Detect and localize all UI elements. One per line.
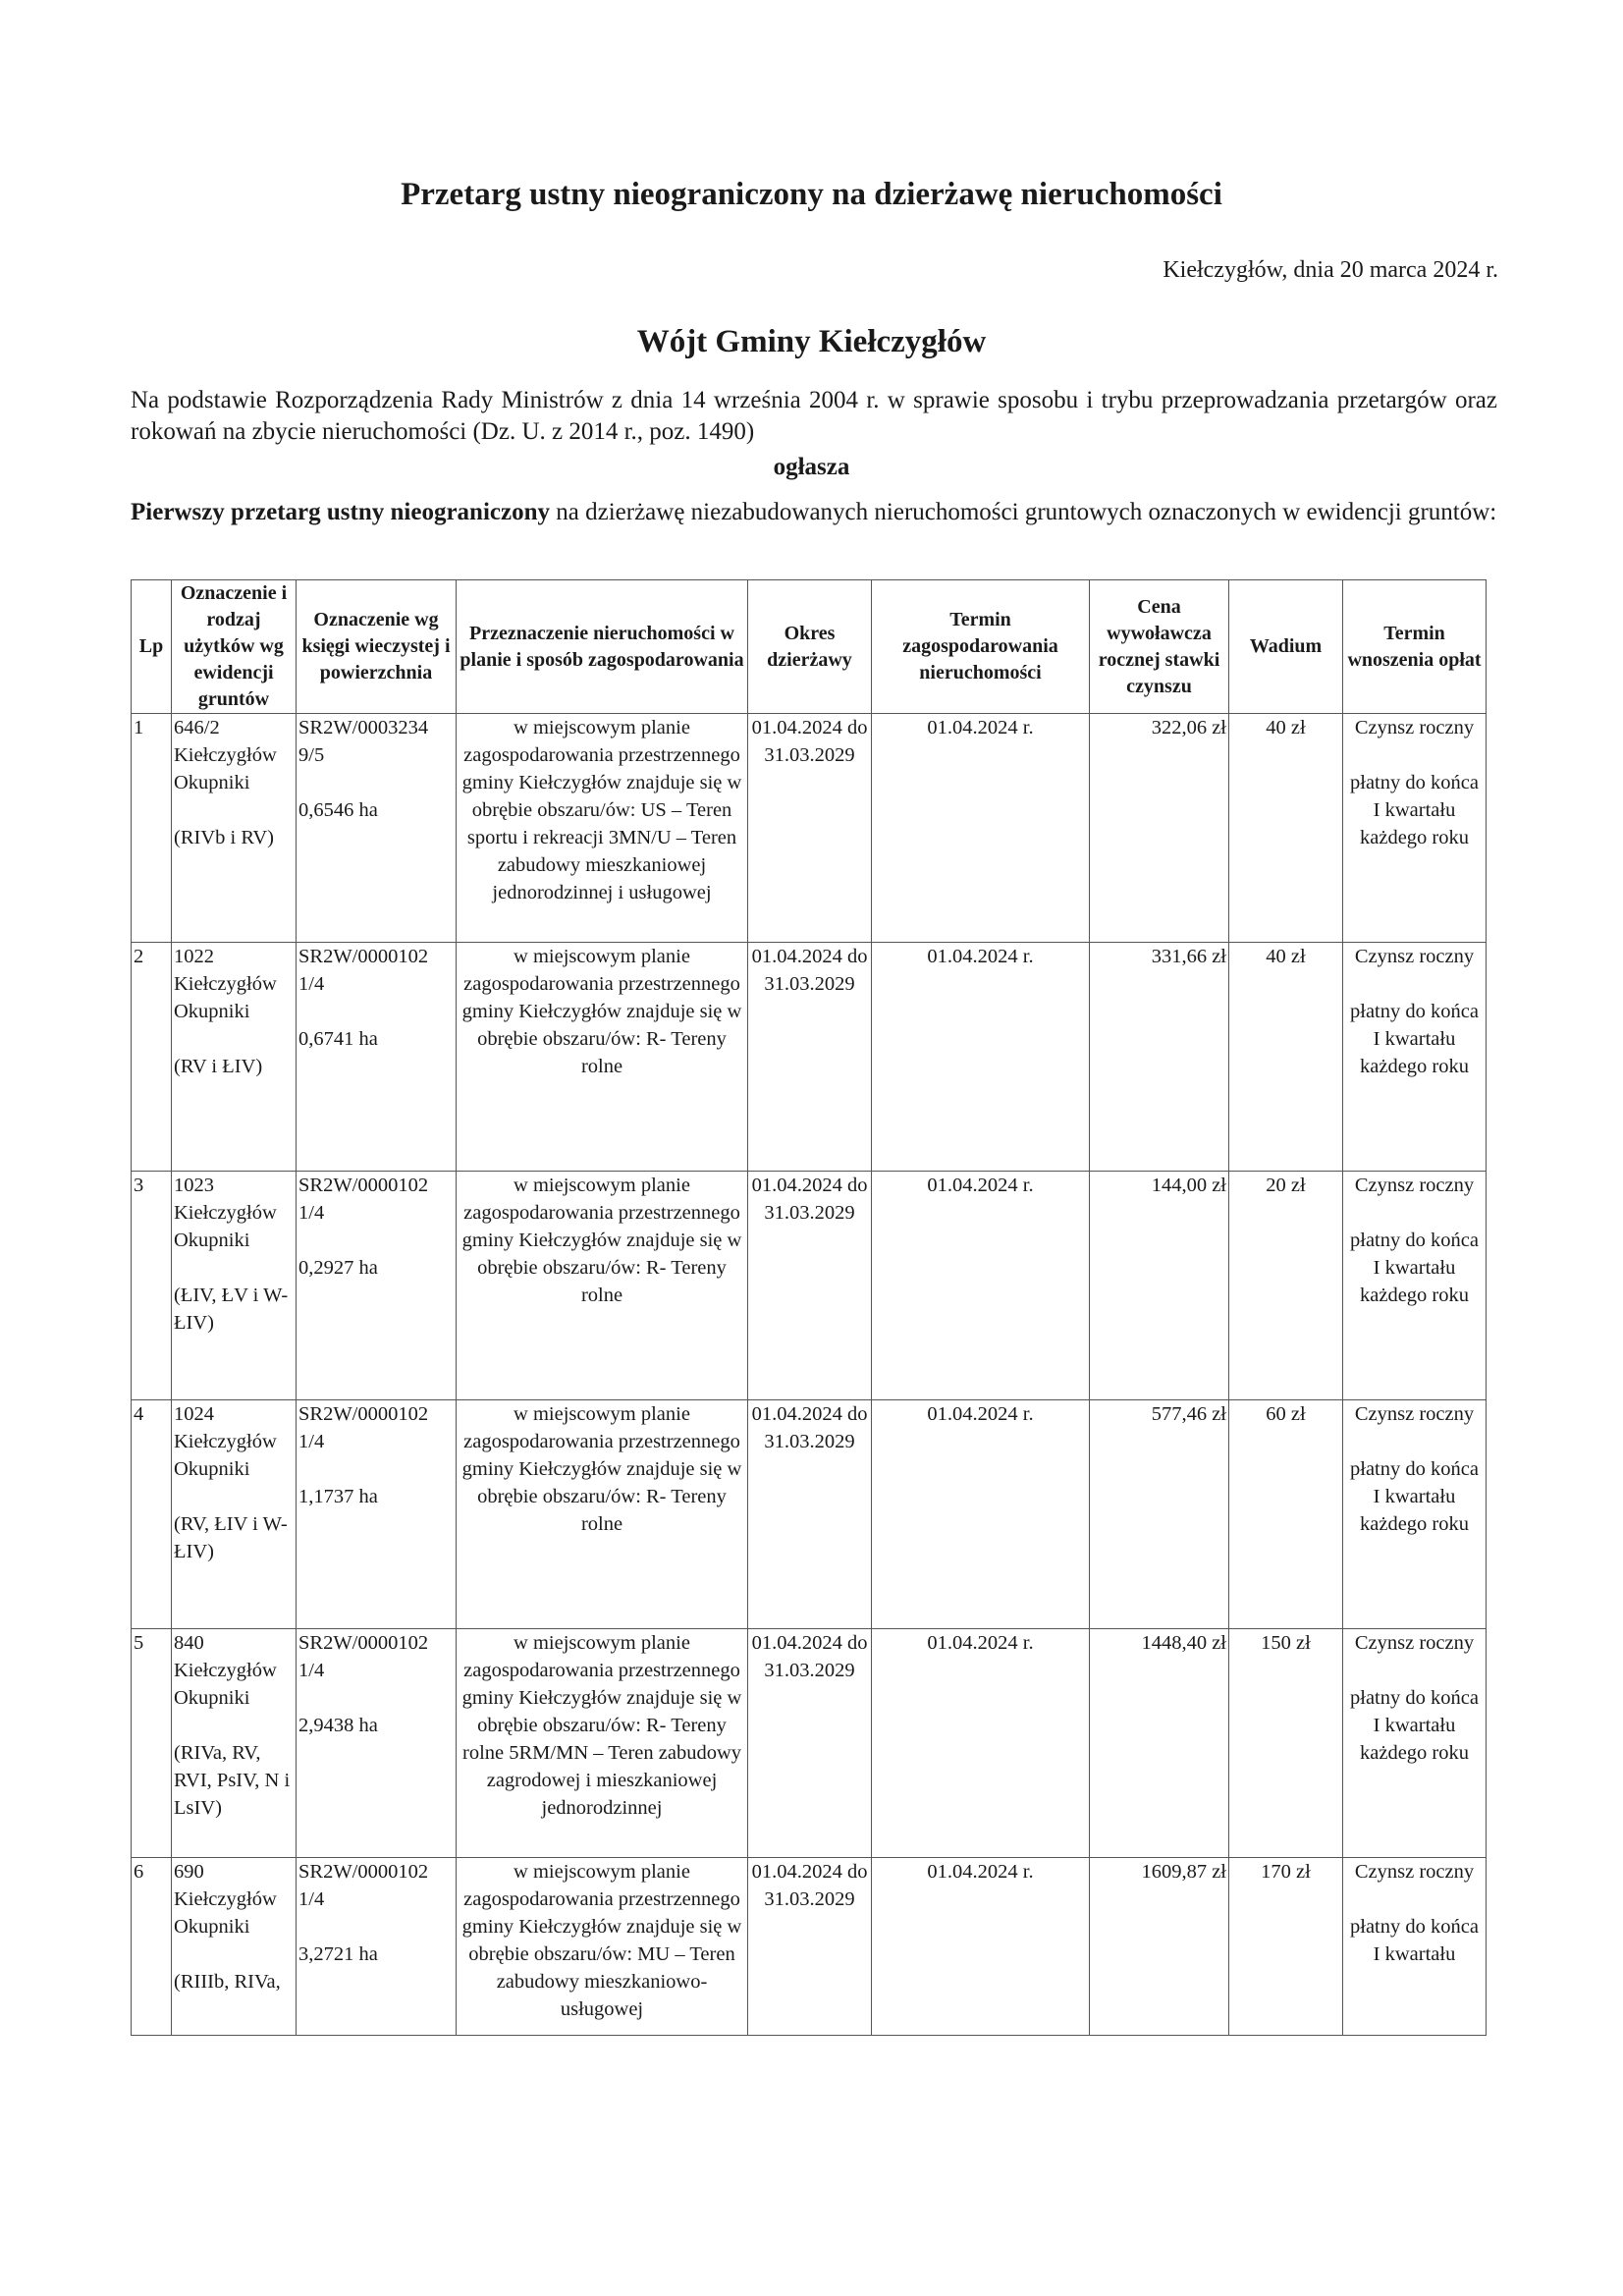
cell-lp: 5	[132, 1629, 172, 1858]
land-use-classes: (RIVa, RV, RVI, PsIV, N i LsIV)	[174, 1742, 291, 1819]
parcel-number: 1022	[174, 946, 214, 967]
parcel-place: Kiełczygłów Okupniki	[174, 1431, 277, 1480]
kw-number: SR2W/0000102 1/4	[298, 946, 429, 995]
parcel-place: Kiełczygłów Okupniki	[174, 1660, 277, 1709]
cell-period: 01.04.2024 do 31.03.2029	[748, 1858, 872, 2036]
cell-deposit: 20 zł	[1229, 1172, 1343, 1400]
parcel-number: 1023	[174, 1175, 214, 1196]
cell-land-register	[297, 1400, 457, 1629]
kw-number: SR2W/0000102 1/4	[298, 1632, 429, 1681]
parcel-area: 0,6741 ha	[298, 1028, 378, 1050]
cell-purpose: w miejscowym planie zagospodarowania przestrzennego gminy Kiełczygłów znajduje się w obrębie obszaru/ów: R- Tereny rolne	[457, 943, 748, 1172]
cell-price: 322,06 zł	[1090, 714, 1229, 943]
parcel-place: Kiełczygłów Okupniki	[174, 1888, 277, 1938]
cell-purpose: w miejscowym planie zagospodarowania przestrzennego gminy Kiełczygłów znajduje się w obrębie obszaru/ów: R- Tereny rolne	[457, 1172, 748, 1400]
cell-payment-terms	[1343, 1172, 1487, 1400]
payment-deadline: płatny do końca I kwartału każdego roku	[1350, 772, 1479, 848]
parcel-number: 1024	[174, 1403, 214, 1425]
issuing-authority: Wójt Gminy Kiełczygłów	[636, 324, 987, 359]
table-row	[132, 1858, 1487, 2036]
payment-deadline: płatny do końca I kwartału każdego roku	[1350, 1687, 1479, 1764]
cell-lp: 1	[132, 714, 172, 943]
land-use-classes: (RV, ŁIV i W-ŁIV)	[174, 1513, 288, 1562]
table-row	[132, 714, 1487, 943]
cell-purpose: w miejscowym planie zagospodarowania przestrzennego gminy Kiełczygłów znajduje się w obrębie obszaru/ów: US – Teren sportu i rekreacji 3MN/U – Teren zabudowy mieszkaniowej jednorodzinnej i usługowej	[457, 714, 748, 943]
land-use-classes: (RIIIb, RIVa,	[174, 1971, 281, 1993]
parcel-area: 1,1737 ha	[298, 1486, 378, 1507]
payment-type: Czynsz roczny	[1354, 1861, 1475, 1883]
table-header-row	[132, 580, 1487, 714]
cell-lp: 2	[132, 943, 172, 1172]
cell-deposit: 150 zł	[1229, 1629, 1343, 1858]
cell-payment-terms	[1343, 1858, 1487, 2036]
cell-parcel	[172, 1400, 297, 1629]
land-use-classes: (RV i ŁIV)	[174, 1056, 263, 1077]
cell-purpose: w miejscowym planie zagospodarowania przestrzennego gminy Kiełczygłów znajduje się w obrębie obszaru/ów: R- Tereny rolne 5RM/MN – Teren zabudowy zagrodowej i mieszkaniowej jednorodzinnej	[457, 1629, 748, 1858]
cell-deposit: 40 zł	[1229, 943, 1343, 1172]
parcel-number: 840	[174, 1632, 204, 1654]
intro-paragraph	[131, 497, 1497, 528]
cell-price: 1609,87 zł	[1090, 1858, 1229, 2036]
legal-basis: Na podstawie Rozporządzenia Rady Ministrów z dnia 14 września 2004 r. w sprawie sposobu i trybu przeprowadzania przetargów oraz rokowań na zbycie nieruchomości (Dz. U. z 2014 r., poz. 1490)	[131, 387, 1497, 445]
table-row	[132, 1172, 1487, 1400]
cell-deposit: 170 zł	[1229, 1858, 1343, 2036]
intro-rest: na dzierżawę niezabudowanych nieruchomości gruntowych oznaczonych w ewidencji gruntów:	[550, 499, 1497, 525]
cell-development-date: 01.04.2024 r.	[872, 1400, 1090, 1629]
payment-type: Czynsz roczny	[1354, 1632, 1475, 1654]
cell-parcel	[172, 1858, 297, 2036]
parcel-place: Kiełczygłów Okupniki	[174, 744, 277, 793]
cell-payment-terms	[1343, 1629, 1487, 1858]
cell-deposit: 40 zł	[1229, 714, 1343, 943]
cell-deposit: 60 zł	[1229, 1400, 1343, 1629]
land-use-classes: (ŁIV, ŁV i W-ŁIV)	[174, 1285, 289, 1334]
payment-deadline: płatny do końca I kwartału każdego roku	[1350, 1458, 1479, 1535]
parcel-place: Kiełczygłów Okupniki	[174, 973, 277, 1022]
cell-land-register	[297, 714, 457, 943]
kw-number: SR2W/0000102 1/4	[298, 1175, 429, 1224]
cell-price: 577,46 zł	[1090, 1400, 1229, 1629]
parcel-area: 2,9438 ha	[298, 1715, 378, 1736]
kw-number: SR2W/0000102 1/4	[298, 1403, 429, 1452]
cell-parcel	[172, 1629, 297, 1858]
header-period: Okres dzierżawy	[748, 580, 872, 714]
cell-lp: 3	[132, 1172, 172, 1400]
announces-heading: ogłasza	[773, 454, 850, 480]
kw-number: SR2W/0003234 9/5	[298, 717, 429, 766]
header-development-date: Termin zagospodarowania nieruchomości	[872, 580, 1090, 714]
payment-type: Czynsz roczny	[1354, 1175, 1475, 1196]
header-deposit: Wadium	[1229, 580, 1343, 714]
parcel-place: Kiełczygłów Okupniki	[174, 1202, 277, 1251]
cell-period: 01.04.2024 do 31.03.2029	[748, 1400, 872, 1629]
cell-lp: 6	[132, 1858, 172, 2036]
cell-period: 01.04.2024 do 31.03.2029	[748, 943, 872, 1172]
cell-development-date: 01.04.2024 r.	[872, 714, 1090, 943]
cell-land-register	[297, 1172, 457, 1400]
cell-land-register	[297, 1629, 457, 1858]
header-purpose: Przeznaczenie nieruchomości w planie i sposób zagospodarowania	[457, 580, 748, 714]
payment-deadline: płatny do końca I kwartału	[1350, 1916, 1479, 1965]
cell-period: 01.04.2024 do 31.03.2029	[748, 714, 872, 943]
parcel-area: 0,2927 ha	[298, 1257, 378, 1279]
cell-lp: 4	[132, 1400, 172, 1629]
cell-land-register	[297, 943, 457, 1172]
cell-land-register	[297, 1858, 457, 2036]
payment-deadline: płatny do końca I kwartału każdego roku	[1350, 1001, 1479, 1077]
cell-payment-terms	[1343, 943, 1487, 1172]
payment-type: Czynsz roczny	[1354, 717, 1475, 738]
cell-price: 144,00 zł	[1090, 1172, 1229, 1400]
header-land-register: Oznaczenie wg księgi wieczystej i powierzchnia	[297, 580, 457, 714]
cell-parcel	[172, 943, 297, 1172]
header-lp: Lp	[132, 580, 172, 714]
cell-period: 01.04.2024 do 31.03.2029	[748, 1629, 872, 1858]
table-row	[132, 943, 1487, 1172]
parcel-number: 690	[174, 1861, 204, 1883]
parcel-area: 0,6546 ha	[298, 799, 378, 821]
header-price: Cena wywoławcza rocznej stawki czynszu	[1090, 580, 1229, 714]
cell-parcel	[172, 714, 297, 943]
cell-payment-terms	[1343, 714, 1487, 943]
kw-number: SR2W/0000102 1/4	[298, 1861, 429, 1910]
cell-purpose: w miejscowym planie zagospodarowania przestrzennego gminy Kiełczygłów znajduje się w obrębie obszaru/ów: R- Tereny rolne	[457, 1400, 748, 1629]
date-line: Kiełczygłów, dnia 20 marca 2024 r.	[1163, 257, 1498, 283]
cell-parcel	[172, 1172, 297, 1400]
header-parcel: Oznaczenie i rodzaj użytków wg ewidencji gruntów	[172, 580, 297, 714]
cell-period: 01.04.2024 do 31.03.2029	[748, 1172, 872, 1400]
cell-purpose: w miejscowym planie zagospodarowania przestrzennego gminy Kiełczygłów znajduje się w obrębie obszaru/ów: MU – Teren zabudowy mieszkaniowo-usługowej	[457, 1858, 748, 2036]
land-use-classes: (RIVb i RV)	[174, 827, 274, 848]
property-table	[131, 579, 1487, 2036]
cell-development-date: 01.04.2024 r.	[872, 943, 1090, 1172]
table-row	[132, 1400, 1487, 1629]
cell-price: 1448,40 zł	[1090, 1629, 1229, 1858]
cell-price: 331,66 zł	[1090, 943, 1229, 1172]
cell-payment-terms	[1343, 1400, 1487, 1629]
cell-development-date: 01.04.2024 r.	[872, 1858, 1090, 2036]
header-payment-terms: Termin wnoszenia opłat	[1343, 580, 1487, 714]
cell-development-date: 01.04.2024 r.	[872, 1172, 1090, 1400]
payment-type: Czynsz roczny	[1354, 1403, 1475, 1425]
document-title: Przetarg ustny nieograniczony na dzierżawę nieruchomości	[401, 177, 1222, 212]
cell-development-date: 01.04.2024 r.	[872, 1629, 1090, 1858]
payment-type: Czynsz roczny	[1354, 946, 1475, 967]
parcel-number: 646/2	[174, 717, 220, 738]
parcel-area: 3,2721 ha	[298, 1943, 378, 1965]
table-row	[132, 1629, 1487, 1858]
payment-deadline: płatny do końca I kwartału każdego roku	[1350, 1230, 1479, 1306]
intro-bold: Pierwszy przetarg ustny nieograniczony	[131, 499, 551, 525]
